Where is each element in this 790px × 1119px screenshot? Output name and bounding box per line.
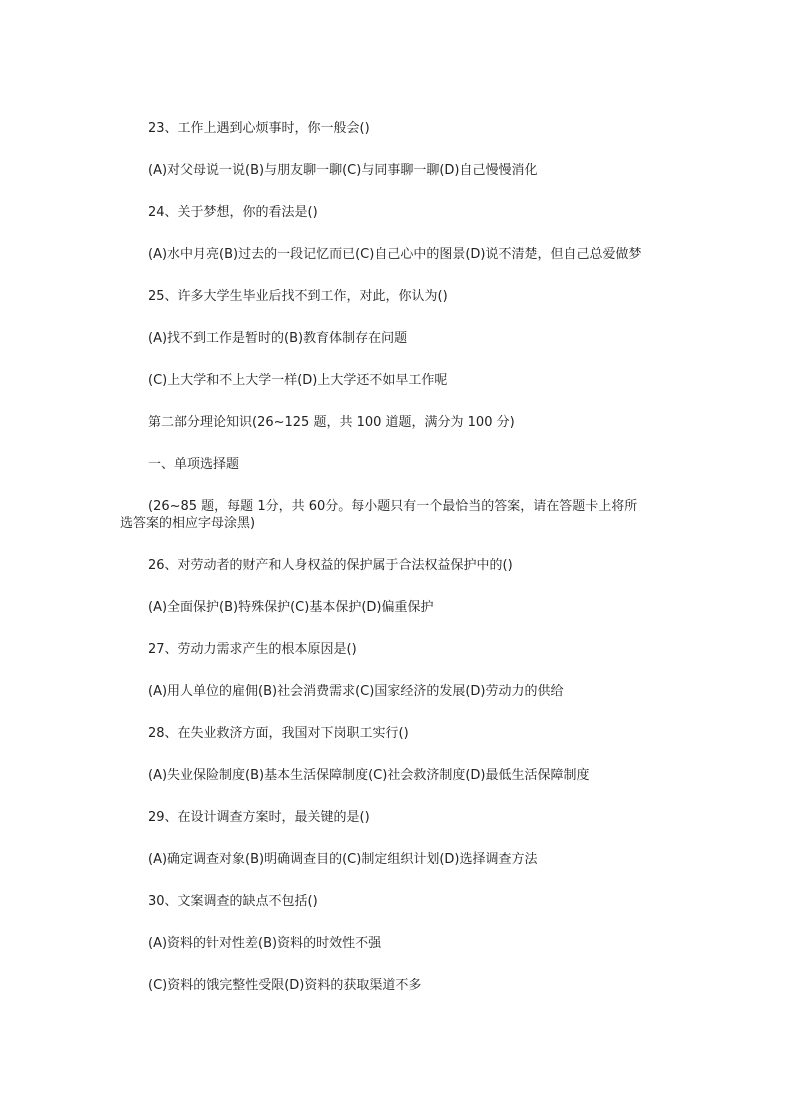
question-25-options-cd: (C)上大学和不上大学一样(D)上大学还不如早工作呢 xyxy=(148,373,448,388)
question-26-options: (A)全面保护(B)特殊保护(C)基本保护(D)偏重保护 xyxy=(148,600,434,615)
question-24-options: (A)水中月亮(B)过去的一段记忆而已(C)自己心中的图景(D)说不清楚，但自己总爱做梦 xyxy=(148,247,642,262)
instructions: (26~85 题，每题 1分，共 60分。每小题只有一个最恰当的答案，请在答题卡上将所选答案的相应字母涂黑) xyxy=(120,499,638,531)
question-26: 26、对劳动者的财产和人身权益的保护属于合法权益保护中的() xyxy=(148,558,513,573)
question-23: 23、工作上遇到心烦事时，你一般会() xyxy=(148,121,370,136)
question-25-options-ab: (A)找不到工作是暂时的(B)教育体制存在问题 xyxy=(148,331,408,346)
subsection-heading: 一、单项选择题 xyxy=(148,457,240,472)
section-heading: 第二部分理论知识(26~125 题，共 100 道题，满分为 100 分) xyxy=(148,415,515,430)
question-25: 25、许多大学生毕业后找不到工作，对此，你认为() xyxy=(148,289,448,304)
question-29-options: (A)确定调查对象(B)明确调查目的(C)制定组织计划(D)选择调查方法 xyxy=(148,852,538,867)
question-30-options-cd: (C)资料的饿完整性受限(D)资料的获取渠道不多 xyxy=(148,978,422,993)
question-30-options-ab: (A)资料的针对性差(B)资料的时效性不强 xyxy=(148,936,382,951)
question-24: 24、关于梦想，你的看法是() xyxy=(148,205,318,220)
question-28-options: (A)失业保险制度(B)基本生活保障制度(C)社会救济制度(D)最低生活保障制度 xyxy=(148,768,590,783)
question-30: 30、文案调查的缺点不包括() xyxy=(148,894,318,909)
question-29: 29、在设计调查方案时，最关键的是() xyxy=(148,810,370,825)
document-page xyxy=(120,120,640,1019)
question-23-options: (A)对父母说一说(B)与朋友聊一聊(C)与同事聊一聊(D)自己慢慢消化 xyxy=(148,163,538,178)
question-27: 27、劳动力需求产生的根本原因是() xyxy=(148,642,357,657)
question-27-options: (A)用人单位的雇佣(B)社会消费需求(C)国家经济的发展(D)劳动力的供给 xyxy=(148,684,564,699)
question-28: 28、在失业救济方面，我国对下岗职工实行() xyxy=(148,726,409,741)
